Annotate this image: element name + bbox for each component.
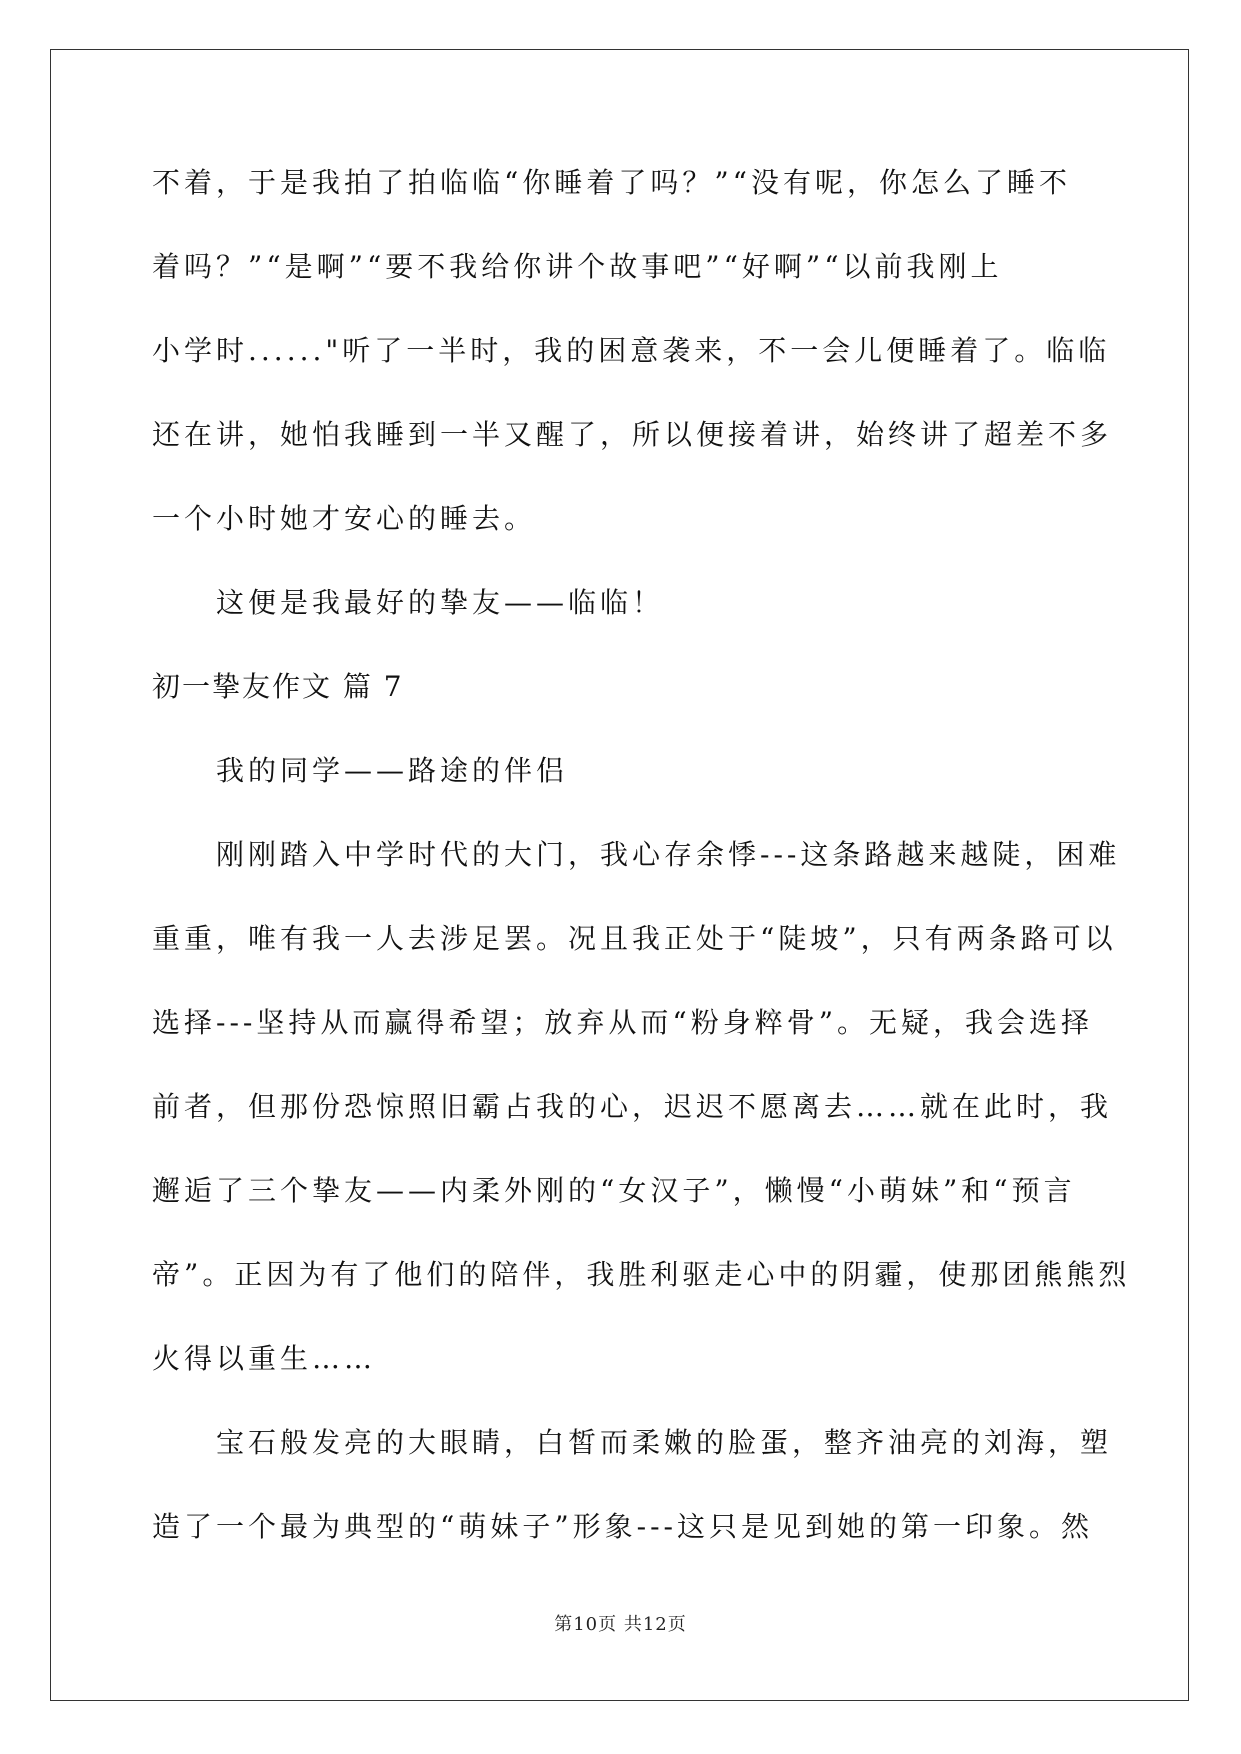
text-line: 帝”。正因为有了他们的陪伴，我胜利驱走心中的阴霾，使那团熊熊烈 <box>152 1258 1131 1291</box>
text-line: 邂逅了三个挚友——内柔外刚的“女汉子”，懒慢“小萌妹”和“预言 <box>152 1174 1076 1207</box>
text-line: 一个小时她才安心的睡去。 <box>152 502 537 535</box>
text-line: 造了一个最为典型的“萌妹子”形象---这只是见到她的第一印象。然 <box>152 1510 1094 1543</box>
text-line: 着吗？”“是啊”“要不我给你讲个故事吧”“好啊”“以前我刚上 <box>152 250 1003 283</box>
section-heading: 初一挚友作文 篇 7 <box>152 670 404 703</box>
document-body <box>152 155 1131 1583</box>
text-line: 小学时......"听了一半时，我的困意袭来，不一会儿便睡着了。临临 <box>152 334 1111 367</box>
text-line: 刚刚踏入中学时代的大门，我心存余悸---这条路越来越陡，困难 <box>216 838 1121 871</box>
essay-title: 我的同学——路途的伴侣 <box>216 754 569 787</box>
text-line: 还在讲，她怕我睡到一半又醒了，所以便接着讲，始终讲了超差不多 <box>152 418 1113 451</box>
text-line: 选择---坚持从而赢得希望；放弃从而“粉身粹骨”。无疑，我会选择 <box>152 1006 1094 1039</box>
text-line: 这便是我最好的挚友——临临！ <box>216 586 665 619</box>
text-line: 重重，唯有我一人去涉足罢。况且我正处于“陡坡”，只有两条路可以 <box>152 922 1117 955</box>
page-number-footer: 第10页 共12页 <box>554 1614 687 1635</box>
text-line: 不着，于是我拍了拍临临“你睡着了吗？”“没有呢，你怎么了睡不 <box>152 166 1071 199</box>
text-line: 前者，但那份恐惊照旧霸占我的心，迟迟不愿离去……就在此时，我 <box>152 1090 1113 1123</box>
text-line: 宝石般发亮的大眼睛，白皙而柔嫩的脸蛋，整齐油亮的刘海，塑 <box>216 1426 1113 1459</box>
text-line: 火得以重生…… <box>152 1342 377 1375</box>
